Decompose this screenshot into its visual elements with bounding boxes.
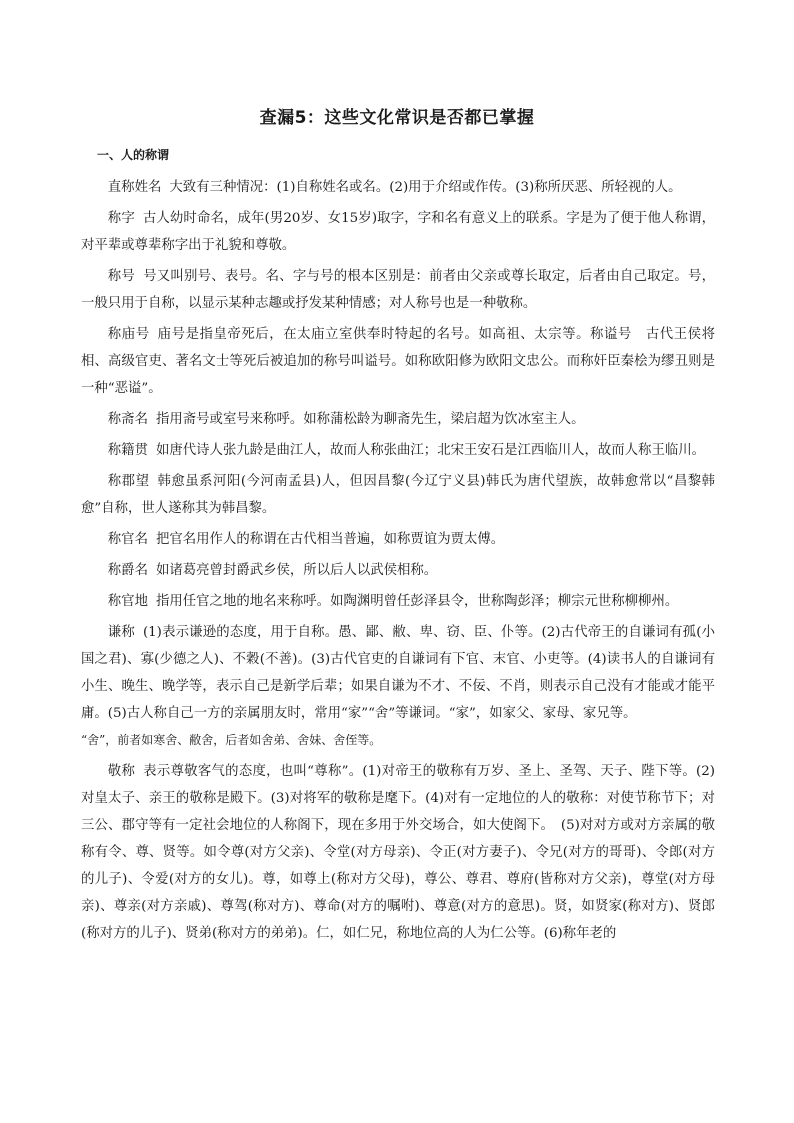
paragraph-native-place [81,437,715,464]
document-body [81,174,715,947]
paragraph-clan-origin [81,468,715,522]
paragraph-text: 如诸葛亮曾封爵武乡侯，所以后人以武侯相称。 [156,563,438,578]
paragraph-humble-terms [81,619,715,754]
term-label: 称官地 [107,594,148,609]
paragraph-text: 韩愈虽系河阳(今河南孟县)人，但因昌黎(今辽宁义县)韩氏为唐代望族，故韩愈常以“昌黎韩愈”自称，世人遂称其为韩昌黎。 [81,474,715,516]
paragraph-text: 指用任官之地的地名来称呼。如陶渊明曾任彭泽县令，世称陶彭泽；柳宗元世称柳柳州。 [156,594,679,609]
paragraph-text: 大致有三种情况：(1)自称姓名或名。(2)用于介绍或作传。(3)称所厌恶、所轻视的人。 [169,180,682,195]
term-label: 称官名 [107,532,148,547]
paragraph-honorific-terms [81,758,715,947]
paragraph-text: 古人幼时命名，成年(男20岁、女15岁)取字，字和名有意义上的联系。字是为了便于他人称谓，对平辈或尊辈称字出于礼貌和尊敬。 [81,211,716,253]
paragraph-studio-name [81,406,715,433]
paragraph-text: 庙号是指皇帝死后，在太庙立室供奉时特起的名号。如高祖、太宗等。称谥号 古代王侯将相、高级官吏、著名文士等死后被追加的称号叫谥号。如称欧阳修为欧阳文忠公。而称奸臣秦桧为缪丑则是一种“恶谥”。 [81,327,715,396]
paragraph-text: 号又叫别号、表号。名、字与号的根本区别是：前者由父亲或尊长取定，后者由自己取定。号，一般只用于自称，以显示某种志趣或抒发某种情感；对人称号也是一种敬称。 [81,269,716,311]
paragraph-direct-name [81,174,715,201]
paragraph-text: 指用斋号或室号来称呼。如称蒲松龄为聊斋先生，梁启超为饮冰室主人。 [156,412,585,427]
term-label: 称籍贯 [107,443,148,458]
paragraph-note: “舍”，前者如寒舍、敝舍，后者如舍弟、舍妹、舍侄等。 [81,733,382,747]
term-label: 直称姓名 [107,180,162,195]
paragraph-noble-title [81,557,715,584]
term-label: 谦称 [107,625,135,640]
paragraph-temple-name [81,321,715,402]
term-label: 称号 [107,269,136,284]
paragraph-art-name [81,263,715,317]
paragraph-text: 表示尊敬客气的态度，也叫“尊称”。(1)对帝王的敬称有万岁、圣上、圣驾、天子、陛下等。(2)对皇太子、亲王的敬称是殿下。(3)对将军的敬称是麾下。(4)对有一定地位的人的敬称：对使节称节下；对三公、郡守等有一定社会地位的人称阁下，现在多用于外交场合，如大使阁下。 (5)对对方或对方亲属的敬称有令、尊、贤等。如令尊(对方父亲)、令堂(对方母亲)、令正(对方妻子)、令兄(对方的哥哥)、令郎(对方的儿子)、令爱(对方的女儿)。尊，如尊上(称对方父母)，尊公、尊君、尊府(皆称对方父亲)，尊堂(对方母亲)、尊亲(对方亲戚)、尊驾(称对方)、尊命(对方的嘱咐)、尊意(对方的意思)。贤，如贤家(称对方)、贤郎(称对方的儿子)、贤弟(称对方的弟弟)。仁，如仁兄，称地位高的人为仁公等。(6)称年老的 [81,764,716,941]
term-label: 称庙号 [107,327,150,342]
paragraph-official-title [81,526,715,553]
page-title: 查漏5：这些文化常识是否都已掌握 [259,108,535,128]
paragraph-courtesy-name [81,205,715,259]
paragraph-text: 如唐代诗人张九龄是曲江人，故而人称张曲江；北宋王安石是江西临川人，故而人称王临川。 [156,443,706,458]
term-label: 称字 [107,211,135,226]
term-label: 敬称 [107,764,136,779]
paragraph-text: 把官名用作人的称谓在古代相当普遍，如称贾谊为贾太傅。 [156,532,505,547]
paragraph-text: (1)表示谦逊的态度，用于自称。愚、鄙、敝、卑、窃、臣、仆等。(2)古代帝王的自谦词有孤(小国之君)、寡(少德之人)、不穀(不善)。(3)古代官吏的自谦词有下官、末官、小吏等。(4)读书人的自谦词有小生、晚生、晚学等，表示自己是新学后辈；如果自谦为不才、不佞、不肖，则表示自己没有才能或才能平庸。(5)古人称自己一方的亲属朋友时，常用“家”“舍”等谦词。“家”，如家父、家母、家兄等。 [81,625,715,721]
term-label: 称爵名 [107,563,148,578]
section-heading: 一、人的称谓 [97,148,170,162]
term-label: 称郡望 [107,474,150,489]
term-label: 称斋名 [107,412,148,427]
paragraph-office-place [81,588,715,615]
